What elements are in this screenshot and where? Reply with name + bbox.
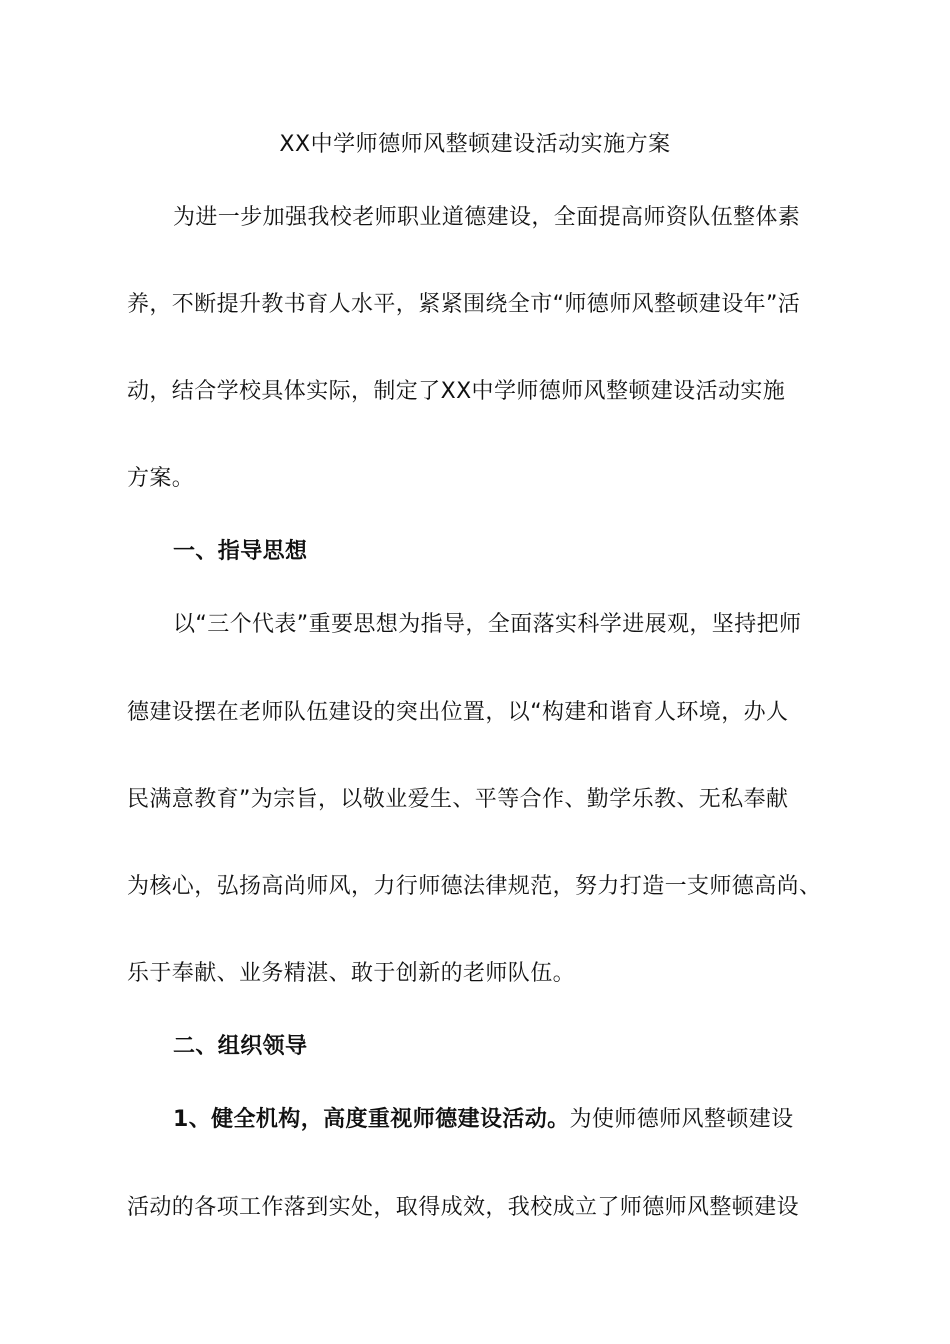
paragraph-line: 乐于奉献、业务精湛、敢于创新的老师队伍。 bbox=[127, 961, 576, 986]
lead-continuation: 为使师德师风整顿建设 bbox=[569, 1107, 794, 1132]
paragraph-line: 动，结合学校具体实际，制定了XX中学师德师风整顿建设活动实施 bbox=[127, 379, 786, 404]
bold-lead-phrase: 1、健全机构，高度重视师德建设活动。 bbox=[173, 1107, 570, 1132]
paragraph-line: 德建设摆在老师队伍建设的突出位置，以“构建和谐育人环境，办人 bbox=[127, 700, 789, 725]
section-heading: 二、组织领导 bbox=[173, 1034, 308, 1059]
paragraph-line: 为核心，弘扬高尚师风，力行师德法律规范，努力打造一支师德高尚、 bbox=[127, 874, 822, 899]
paragraph-line: 养，不断提升教书育人水平，紧紧围绕全市“师德师风整顿建设年”活 bbox=[127, 292, 801, 317]
paragraph-line: 以“三个代表”重要思想为指导，全面落实科学进展观，坚持把师 bbox=[173, 612, 802, 637]
section-heading: 一、指导思想 bbox=[173, 539, 308, 564]
paragraph-line: 为进一步加强我校老师职业道德建设，全面提高师资队伍整体素 bbox=[173, 205, 801, 230]
paragraph-line: 活动的各项工作落到实处，取得成效，我校成立了师德师风整顿建设 bbox=[127, 1195, 800, 1220]
paragraph-line: 民满意教育”为宗旨，以敬业爱生、平等合作、勤学乐教、无私奉献 bbox=[127, 787, 789, 812]
paragraph-line bbox=[173, 1104, 794, 1136]
document-title: XX中学师德师风整顿建设活动实施方案 bbox=[279, 132, 671, 157]
paragraph-line: 方案。 bbox=[127, 466, 195, 491]
